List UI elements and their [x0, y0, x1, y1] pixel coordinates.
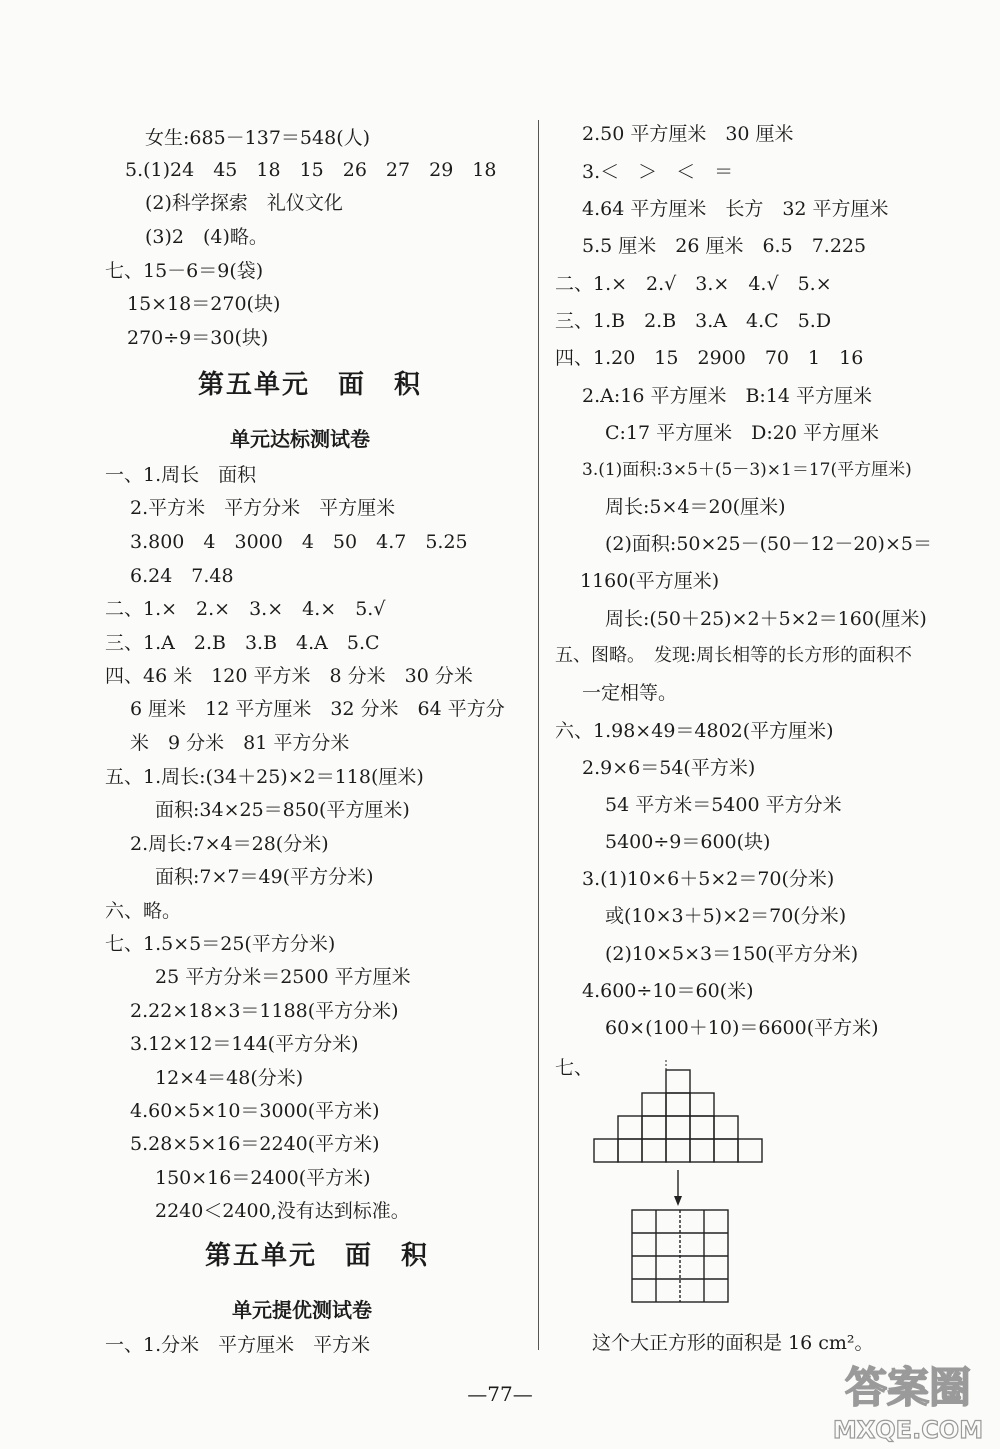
text-line: 五、图略。 发现:周长相等的长方形的面积不: [555, 645, 913, 666]
grid-cell: [618, 1139, 642, 1162]
text-line: 3.＜ ＞ ＜ ＝: [582, 161, 734, 183]
text-line: 周长:5×4＝20(厘米): [605, 496, 786, 518]
text-line: 5.5 厘米 26 厘米 6.5 7.225: [582, 235, 867, 257]
text-line: 5.(1)24 45 18 15 26 27 29 18: [125, 159, 497, 181]
grid-cell: [690, 1093, 714, 1116]
grid-cell: [714, 1139, 738, 1162]
page-number: —77—: [467, 1382, 533, 1406]
text-line: (2)10×5×3＝150(平方分米): [605, 943, 859, 965]
grid-cell: [738, 1139, 762, 1162]
text-line: 这个大正方形的面积是 16 cm²。: [592, 1332, 874, 1354]
text-line: 四、46 米 120 平方米 8 分米 30 分米: [105, 665, 473, 687]
text-line: 25 平方分米＝2500 平方厘米: [155, 966, 411, 988]
watermark-text: 答案圈: [844, 1363, 972, 1412]
grid-cell: [666, 1116, 690, 1139]
text-line: 七、1.5×5＝25(平方分米): [105, 933, 336, 955]
grid-cell: [642, 1116, 666, 1139]
text-line: 6 厘米 12 平方厘米 32 分米 64 平方分: [130, 698, 505, 720]
text-line: 15×18＝270(块): [127, 293, 281, 315]
text-line: 米 9 分米 81 平方分米: [130, 732, 350, 754]
text-line: 2.周长:7×4＝28(分米): [130, 833, 329, 855]
text-line: 2.50 平方厘米 30 厘米: [582, 123, 794, 145]
square-rearrangement-figure: [590, 1060, 770, 1310]
text-line: 六、略。: [105, 900, 182, 922]
text-line: 1160(平方厘米): [580, 570, 720, 592]
text-line: 54 平方米＝5400 平方分米: [605, 794, 842, 816]
text-line: 5.28×5×16＝2240(平方米): [130, 1133, 380, 1155]
text-line: 3.(1)面积:3×5＋(5－3)×1＝17(平方厘米): [582, 460, 912, 480]
section-title: 第五单元 面 积: [205, 1241, 430, 1271]
text-line: 一、1.周长 面积: [105, 464, 257, 486]
grid-cell: [690, 1139, 714, 1162]
text-line: (2)面积:50×25－(50－12－20)×5＝: [605, 533, 932, 555]
section-title: 第五单元 面 积: [198, 370, 423, 400]
grid-cell: [594, 1139, 618, 1162]
text-line: 60×(100＋10)＝6600(平方米): [605, 1017, 879, 1039]
text-line: 面积:7×7＝49(平方分米): [155, 866, 374, 888]
arrow-down-icon: [674, 1196, 682, 1206]
text-line: 3.(1)10×6＋5×2＝70(分米): [582, 868, 835, 890]
grid-cell: [714, 1116, 738, 1139]
text-line: 二、1.× 2.× 3.× 4.× 5.√: [105, 598, 386, 620]
grid-cell: [690, 1116, 714, 1139]
grid-cell: [618, 1116, 642, 1139]
text-line: 4.60×5×10＝3000(平方米): [130, 1100, 380, 1122]
text-line: 二、1.× 2.√ 3.× 4.√ 5.×: [555, 273, 832, 295]
big-square: [632, 1210, 728, 1302]
text-line: 或(10×3＋5)×2＝70(分米): [605, 905, 847, 927]
watermark-logo: [820, 1352, 995, 1444]
text-line: 2.22×18×3＝1188(平方分米): [130, 1000, 399, 1022]
text-line: 2.9×6＝54(平方米): [582, 757, 756, 779]
stepped-shape: [594, 1070, 762, 1162]
section-subtitle: 单元提优测试卷: [232, 1298, 372, 1322]
text-line: 150×16＝2400(平方米): [155, 1167, 371, 1189]
text-line: 面积:34×25＝850(平方厘米): [155, 799, 410, 821]
text-line: 三、1.B 2.B 3.A 4.C 5.D: [555, 310, 832, 332]
column-divider: [538, 120, 539, 1350]
text-line: 270÷9＝30(块): [127, 327, 269, 349]
text-line: 4.600÷10＝60(米): [582, 980, 754, 1002]
text-line: 七、15－6＝9(袋): [105, 260, 264, 282]
text-line: 女生:685－137＝548(人): [145, 127, 371, 149]
grid-cell: [666, 1093, 690, 1116]
text-line: 3.12×12＝144(平方分米): [130, 1033, 359, 1055]
text-line: (3)2 (4)略。: [145, 226, 268, 248]
text-line: 2.平方米 平方分米 平方厘米: [130, 497, 396, 519]
text-line: 2.A:16 平方厘米 B:14 平方厘米: [582, 385, 873, 407]
text-line: 5400÷9＝600(块): [605, 831, 771, 853]
watermark-url: MXQE.COM: [832, 1416, 984, 1444]
text-line: 4.64 平方厘米 长方 32 平方厘米: [582, 198, 889, 220]
text-line: 四、1.20 15 2900 70 1 16: [555, 347, 864, 369]
section-subtitle: 单元达标测试卷: [230, 427, 370, 451]
text-line: (2)科学探索 礼仪文化: [145, 192, 343, 214]
text-line: 6.24 7.48: [130, 565, 234, 587]
grid-cell: [666, 1139, 690, 1162]
text-line: 七、: [555, 1057, 594, 1079]
grid-cell: [642, 1093, 666, 1116]
text-line: 五、1.周长:(34＋25)×2＝118(厘米): [105, 766, 424, 788]
text-line: 3.800 4 3000 4 50 4.7 5.25: [130, 531, 468, 553]
text-line: 一、1.分米 平方厘米 平方米: [105, 1334, 371, 1356]
text-line: 三、1.A 2.B 3.B 4.A 5.C: [105, 632, 380, 654]
text-line: 六、1.98×49＝4802(平方厘米): [555, 720, 834, 742]
text-line: 12×4＝48(分米): [155, 1067, 304, 1089]
text-line: 周长:(50＋25)×2＋5×2＝160(厘米): [605, 608, 927, 630]
text-line: C:17 平方厘米 D:20 平方厘米: [605, 422, 880, 444]
grid-cell: [666, 1070, 690, 1093]
text-line: 一定相等。: [582, 682, 678, 704]
grid-cell: [642, 1139, 666, 1162]
text-line: 2240＜2400,没有达到标准。: [155, 1200, 410, 1222]
